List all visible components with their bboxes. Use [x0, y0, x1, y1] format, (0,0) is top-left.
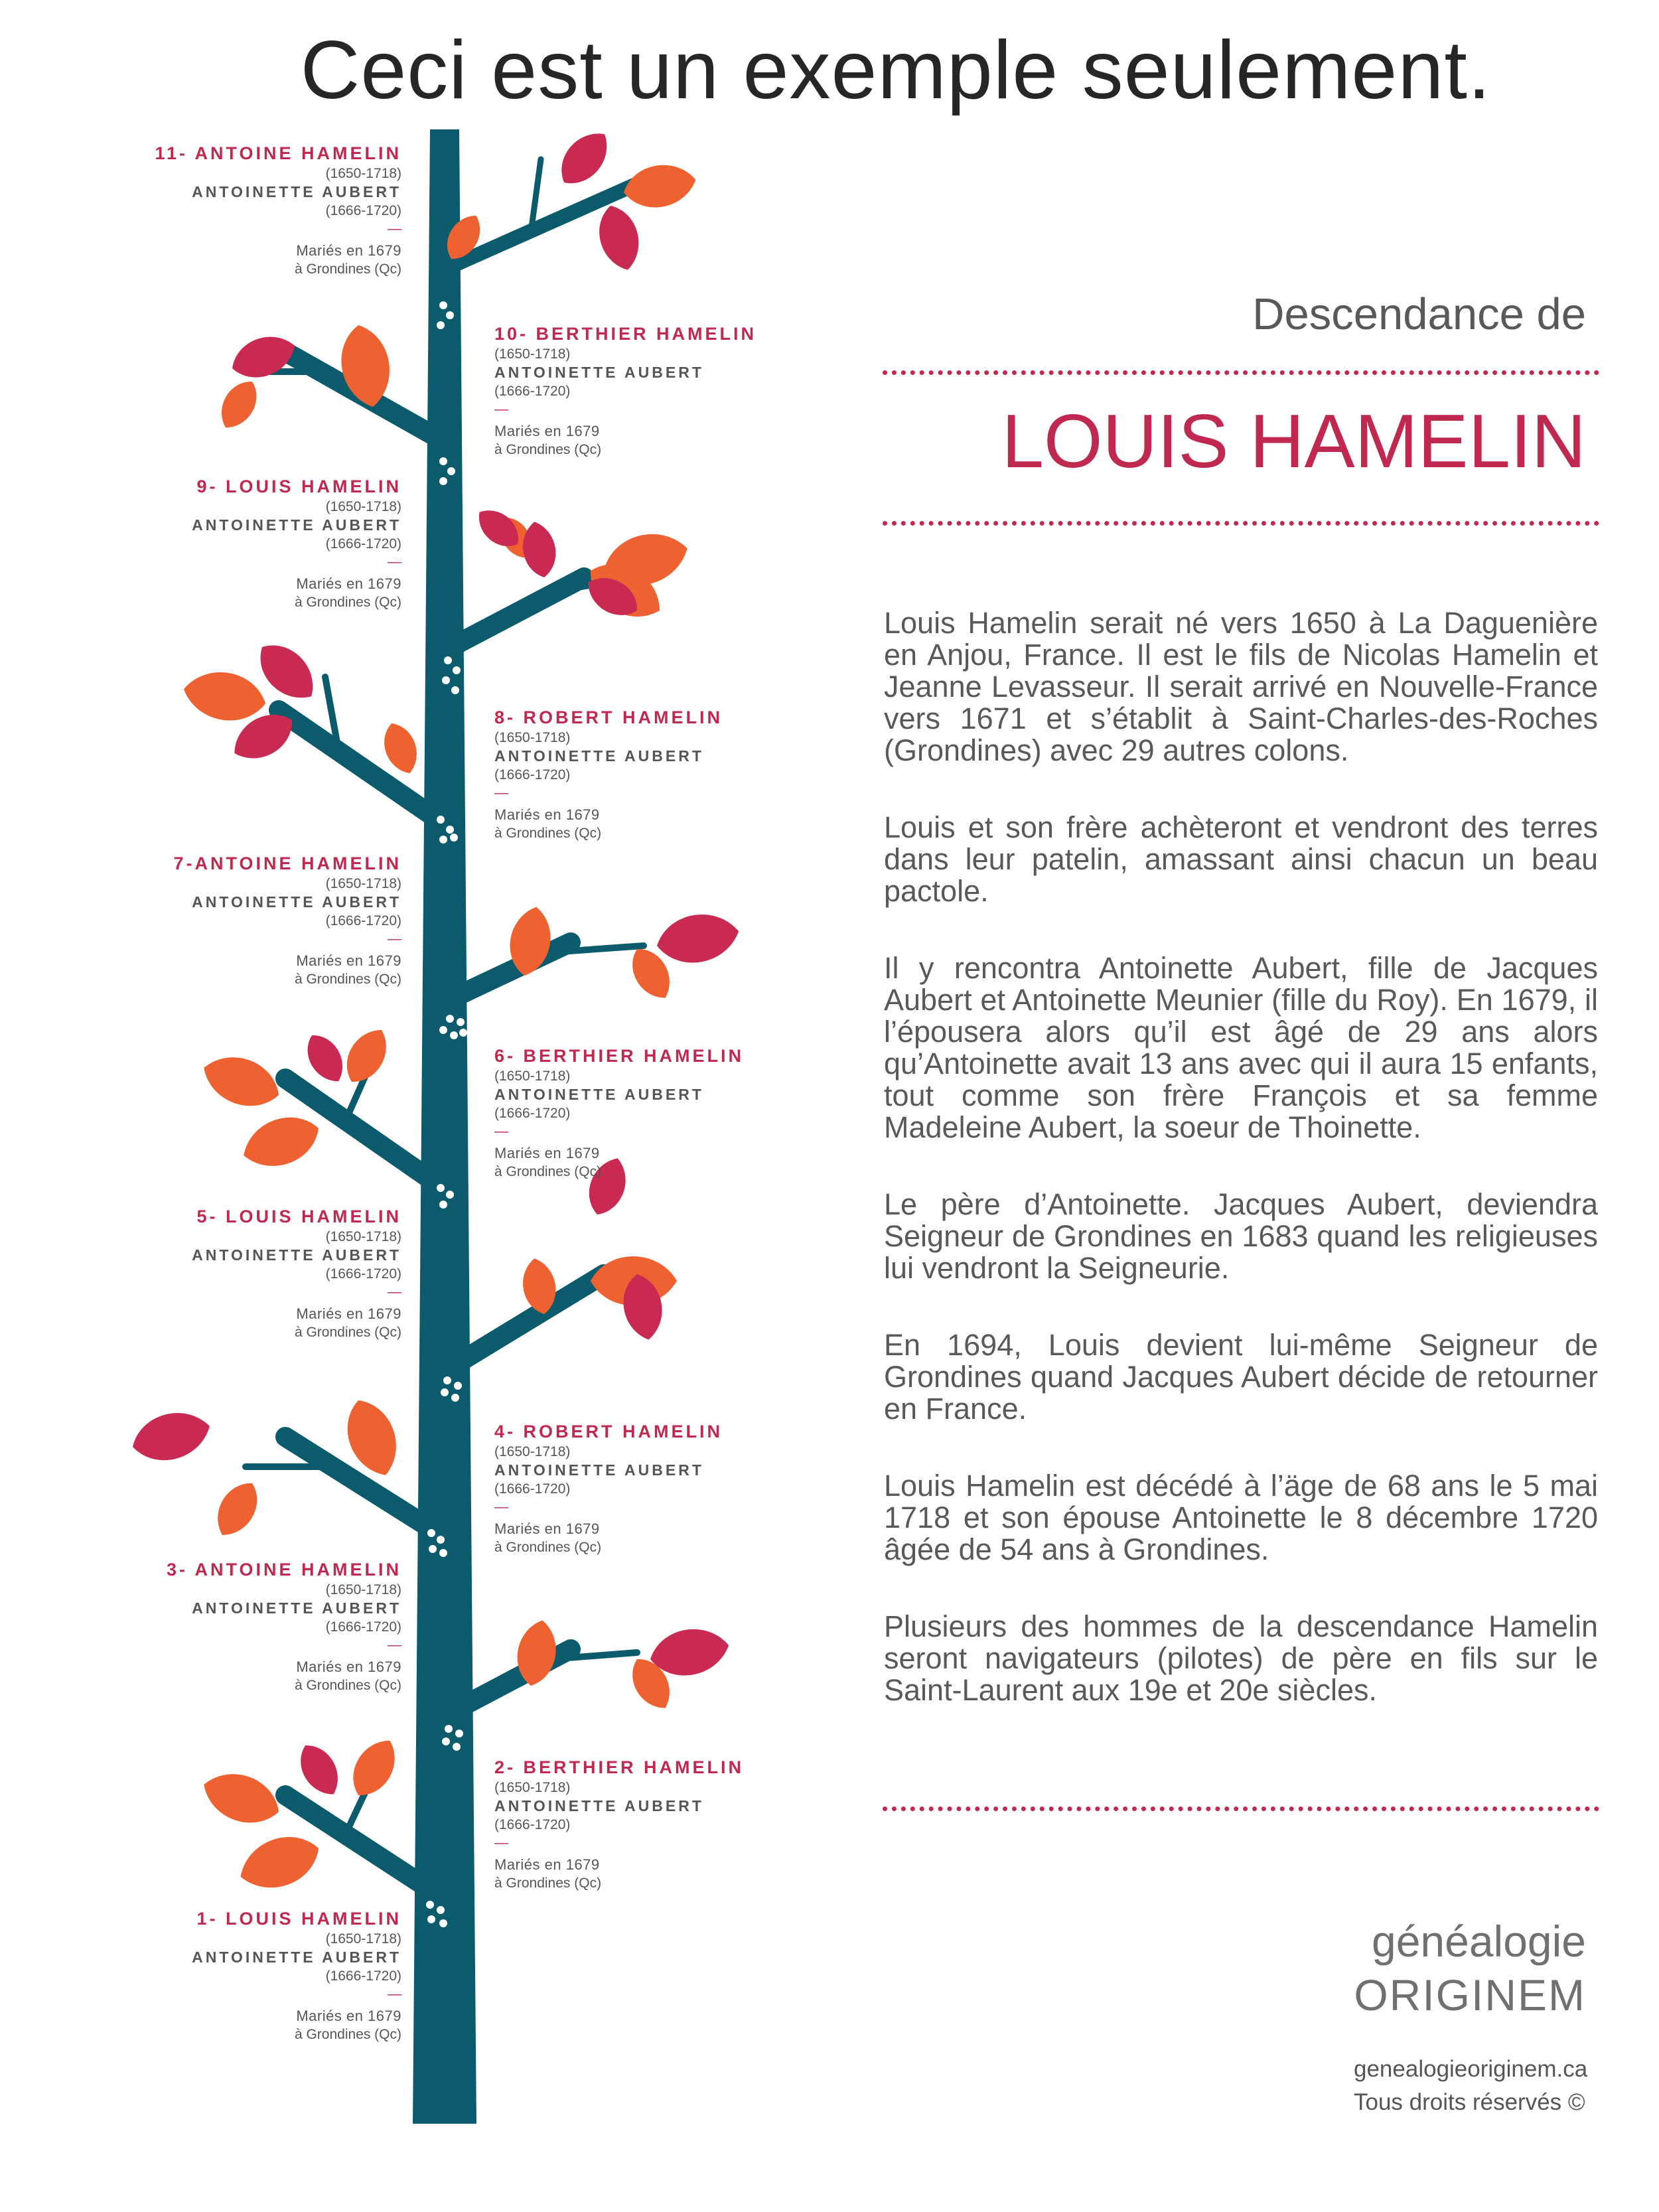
- separator-dash: —: [494, 785, 508, 800]
- banner-title: Ceci est un exemple seulement.: [300, 25, 1492, 116]
- marriage-place: à Grondines (Qc): [494, 1164, 602, 1179]
- generation-name: 5- LOUIS HAMELIN: [196, 1207, 401, 1226]
- generation-name: 11- ANTOINE HAMELIN: [155, 143, 401, 163]
- spouse-name: ANTOINETTE AUBERT: [192, 1599, 401, 1617]
- dotted-divider: [883, 1806, 1599, 1811]
- spouse-dates: (1666-1720): [325, 1968, 401, 1984]
- generation-6: [494, 1047, 760, 1179]
- bio-paragraph: Le père d’Antoinette. Jacques Aubert, deviendra Seigneur de Grondines en 1683 quand les religieuses lui vendront la Seigneurie.: [884, 1187, 1598, 1285]
- spouse-dates: (1666-1720): [494, 1106, 571, 1121]
- generation-5: [136, 1208, 401, 1339]
- generation-dates: (1650-1718): [325, 499, 401, 514]
- generation-name: 7-ANTOINE HAMELIN: [173, 853, 401, 873]
- bio-paragraph: Louis Hamelin est décédé à l’äge de 68 ans le 5 mai 1718 et son épouse Antoinette le 8 décembre 1720 âgée de 54 ans à Grondines.: [884, 1469, 1598, 1566]
- marriage-year: Mariés en 1679: [494, 1856, 600, 1873]
- marriage-place: à Grondines (Qc): [294, 1325, 401, 1340]
- dotted-divider: [883, 521, 1599, 526]
- generation-11: [136, 145, 401, 276]
- separator-dash: —: [388, 1284, 401, 1299]
- generation-8: [494, 709, 760, 840]
- generation-dates: (1650-1718): [325, 876, 401, 891]
- generation-dates: (1650-1718): [325, 1229, 401, 1244]
- biography: [884, 607, 1598, 1751]
- spouse-name: ANTOINETTE AUBERT: [494, 1461, 704, 1479]
- generation-name: 3- ANTOINE HAMELIN: [166, 1560, 401, 1580]
- spouse-dates: (1666-1720): [325, 203, 401, 218]
- generation-dates: (1650-1718): [494, 730, 571, 745]
- marriage-year: Mariés en 1679: [296, 1305, 401, 1322]
- bio-paragraph: Il y rencontra Antoinette Aubert, fille de Jacques Aubert et Antoinette Meunier (fille du Roy). En 1679, il l’épousera alors qu’il est âgé de 29 ans alors qu’Antoinette avait 13 ans avec qui il aura 15 enfants, tout comme son frère François et sa femme Madeleine Aubert, la soeur de Thoinette.: [884, 951, 1598, 1144]
- dotted-divider: [883, 370, 1599, 375]
- generation-2: [494, 1759, 760, 1890]
- marriage-place: à Grondines (Qc): [494, 1540, 602, 1555]
- generation-dates: (1650-1718): [494, 1780, 571, 1795]
- generation-name: 6- BERTHIER HAMELIN: [494, 1046, 745, 1066]
- generation-name: 1- LOUIS HAMELIN: [196, 1909, 401, 1929]
- spouse-dates: (1666-1720): [325, 1266, 401, 1282]
- marriage-place: à Grondines (Qc): [294, 595, 401, 610]
- spouse-name: ANTOINETTE AUBERT: [494, 364, 704, 381]
- generation-7: [136, 855, 401, 986]
- marriage-year: Mariés en 1679: [296, 575, 401, 592]
- spouse-dates: (1666-1720): [494, 384, 571, 399]
- spouse-name: ANTOINETTE AUBERT: [192, 1246, 401, 1264]
- spouse-dates: (1666-1720): [325, 536, 401, 552]
- marriage-year: Mariés en 1679: [494, 806, 600, 823]
- generation-dates: (1650-1718): [494, 1444, 571, 1459]
- generation-4: [494, 1423, 760, 1554]
- spouse-dates: (1666-1720): [325, 1619, 401, 1635]
- marriage-year: Mariés en 1679: [494, 1520, 600, 1537]
- spouse-dates: (1666-1720): [494, 1481, 571, 1497]
- spouse-name: ANTOINETTE AUBERT: [494, 1086, 704, 1103]
- generation-name: 10- BERTHIER HAMELIN: [494, 324, 757, 344]
- generation-dates: (1650-1718): [325, 166, 401, 181]
- bio-paragraph: Plusieurs des hommes de la descendance Hamelin seront navigateurs (pilotes) de père en fils sur le Saint-Laurent aux 19e et 20e siècles.: [884, 1609, 1598, 1707]
- spouse-name: ANTOINETTE AUBERT: [192, 893, 401, 911]
- generation-1: [136, 1910, 401, 2041]
- logo-genealogie: généalogie: [1372, 1917, 1586, 1966]
- marriage-place: à Grondines (Qc): [294, 261, 401, 277]
- generation-name: 4- ROBERT HAMELIN: [494, 1422, 723, 1441]
- spouse-name: ANTOINETTE AUBERT: [494, 747, 704, 765]
- spouse-dates: (1666-1720): [494, 1817, 571, 1832]
- generation-dates: (1650-1718): [325, 1582, 401, 1597]
- generation-dates: (1650-1718): [494, 1069, 571, 1084]
- spouse-name: ANTOINETTE AUBERT: [192, 183, 401, 200]
- marriage-place: à Grondines (Qc): [294, 2027, 401, 2042]
- bio-paragraph: En 1694, Louis devient lui-même Seigneur de Grondines quand Jacques Aubert décide de retourner en France.: [884, 1328, 1598, 1426]
- marriage-place: à Grondines (Qc): [494, 442, 602, 457]
- website-link[interactable]: genealogieoriginem.ca: [1354, 2056, 1588, 2082]
- marriage-place: à Grondines (Qc): [294, 972, 401, 987]
- spouse-name: ANTOINETTE AUBERT: [192, 516, 401, 534]
- marriage-place: à Grondines (Qc): [494, 826, 602, 841]
- separator-dash: —: [494, 1835, 508, 1850]
- logo-originem: ORIGINEM: [1354, 1970, 1586, 2020]
- generation-dates: (1650-1718): [494, 346, 571, 362]
- marriage-year: Mariés en 1679: [296, 2008, 401, 2024]
- generation-name: 8- ROBERT HAMELIN: [494, 707, 723, 727]
- separator-dash: —: [388, 1986, 401, 2002]
- copyright-notice: Tous droits réservés ©: [1354, 2089, 1585, 2115]
- generation-dates: (1650-1718): [325, 1931, 401, 1947]
- bio-paragraph: Louis et son frère achèteront et vendront des terres dans leur patelin, amassant ainsi chacun un beau pactole.: [884, 810, 1598, 908]
- marriage-place: à Grondines (Qc): [294, 1678, 401, 1693]
- generation-10: [494, 325, 760, 457]
- separator-dash: —: [494, 402, 508, 417]
- separator-dash: —: [494, 1124, 508, 1139]
- marriage-year: Mariés en 1679: [494, 423, 600, 439]
- generation-3: [136, 1561, 401, 1692]
- marriage-year: Mariés en 1679: [296, 1659, 401, 1675]
- generation-name: 9- LOUIS HAMELIN: [196, 477, 401, 496]
- marriage-year: Mariés en 1679: [296, 242, 401, 259]
- separator-dash: —: [388, 1637, 401, 1653]
- spouse-name: ANTOINETTE AUBERT: [192, 1949, 401, 1966]
- spouse-name: ANTOINETTE AUBERT: [494, 1797, 704, 1814]
- main-title: LOUIS HAMELIN: [1001, 400, 1586, 484]
- generation-name: 2- BERTHIER HAMELIN: [494, 1757, 745, 1777]
- marriage-place: à Grondines (Qc): [494, 1876, 602, 1891]
- separator-dash: —: [388, 931, 401, 946]
- separator-dash: —: [388, 221, 401, 236]
- separator-dash: —: [494, 1499, 508, 1514]
- bio-paragraph: Louis Hamelin serait né vers 1650 à La Daguenière en Anjou, France. Il est le fils de Nicolas Hamelin et Jeanne Levasseur. Il serait arrivé en Nouvelle-France vers 1671 et s’établit à Saint-Charles-des-Roches (Grondines) avec 29 autres colons.: [884, 606, 1598, 767]
- spouse-dates: (1666-1720): [494, 767, 571, 782]
- spouse-dates: (1666-1720): [325, 913, 401, 928]
- marriage-year: Mariés en 1679: [494, 1145, 600, 1161]
- separator-dash: —: [388, 554, 401, 569]
- marriage-year: Mariés en 1679: [296, 952, 401, 969]
- generation-9: [136, 478, 401, 609]
- subtitle: Descendance de: [1252, 289, 1586, 339]
